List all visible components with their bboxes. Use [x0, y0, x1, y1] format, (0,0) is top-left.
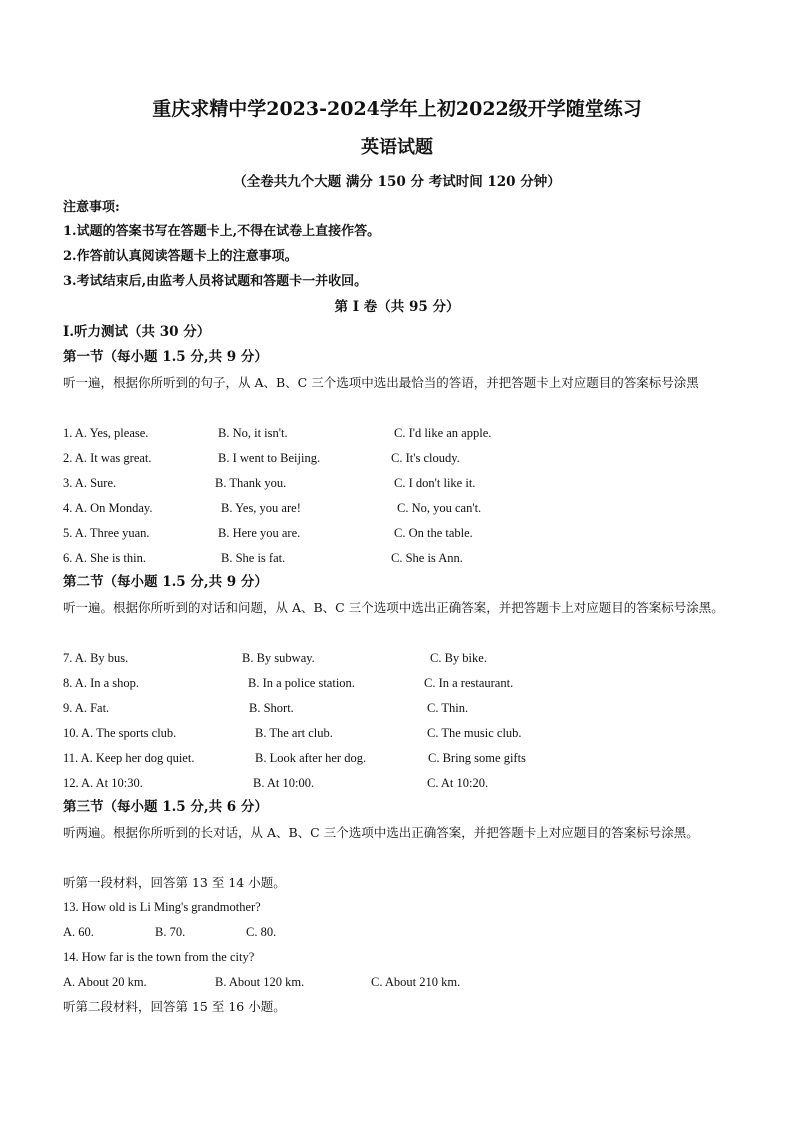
option-b: B. Thank you.	[215, 476, 287, 490]
section-instruction: 听一遍，根据你所听到的句子，从 A、B、C 三个选项中选出最恰当的答语，并把答题卡上对应题目的答案标号涂黑	[63, 375, 699, 390]
notice-item: 1.试题的答案书写在答题卡上,不得在试卷上直接作答。	[63, 224, 381, 239]
option-c: C. Bring some gifts	[428, 751, 526, 765]
option-b: B. Yes, you are!	[221, 501, 301, 515]
option-a: 5. A. Three yuan.	[63, 526, 150, 540]
option-c: C. In a restaurant.	[424, 676, 514, 690]
section-title: 第一节（每小题 1.5 分,共 9 分）	[63, 349, 268, 365]
question-text: 14. How far is the town from the city?	[63, 950, 255, 964]
exam-title: 重庆求精中学2023-2024学年上初2022级开学随堂练习	[152, 98, 642, 120]
option-c: C. 80.	[246, 925, 277, 939]
option-b: B. The art club.	[255, 726, 333, 740]
option-a: A. About 20 km.	[63, 975, 147, 989]
section-instruction: 听两遍。根据你所听到的长对话，从 A、B、C 三个选项中选出正确答案，并把答题卡上对应题目的答案标号涂黑。	[63, 825, 699, 840]
section-title: 第二节（每小题 1.5 分,共 9 分）	[63, 574, 268, 590]
volume-heading: 第 I 卷（共 95 分）	[334, 299, 460, 315]
option-c: C. Thin.	[427, 701, 469, 715]
option-a: 4. A. On Monday.	[63, 501, 153, 515]
subject-title: 英语试题	[361, 137, 433, 158]
option-a: 8. A. In a shop.	[63, 676, 140, 690]
option-c: C. No, you can't.	[397, 501, 482, 515]
option-b: B. Here you are.	[218, 526, 301, 540]
option-a: 10. A. The sports club.	[63, 726, 177, 740]
option-c: C. On the table.	[394, 526, 473, 540]
option-b: B. Look after her dog.	[255, 751, 367, 765]
section-instruction: 听一遍。根据你所听到的对话和问题，从 A、B、C 三个选项中选出正确答案，并把答题卡上对应题目的答案标号涂黑。	[63, 600, 724, 615]
option-c: C. About 210 km.	[371, 975, 461, 989]
notice-item: 3.考试结束后,由监考人员将试题和答题卡一并收回。	[63, 274, 368, 289]
notice-heading: 注意事项:	[63, 200, 120, 215]
option-c: C. It's cloudy.	[391, 451, 460, 465]
option-b: B. About 120 km.	[215, 975, 305, 989]
option-a: A. 60.	[63, 925, 94, 939]
option-a: 9. A. Fat.	[63, 701, 110, 715]
option-b: B. At 10:00.	[253, 776, 315, 790]
option-b: B. In a police station.	[248, 676, 355, 690]
question-text: 13. How old is Li Ming's grandmother?	[63, 900, 261, 914]
option-a: 1. A. Yes, please.	[63, 426, 149, 440]
option-a: 3. A. Sure.	[63, 476, 117, 490]
section-title: 第三节（每小题 1.5 分,共 6 分）	[63, 799, 268, 815]
option-b: B. I went to Beijing.	[218, 451, 321, 465]
option-c: C. She is Ann.	[391, 551, 463, 565]
option-c: C. The music club.	[427, 726, 522, 740]
option-b: B. She is fat.	[221, 551, 286, 565]
part-title: I.听力测试（共 30 分）	[63, 324, 211, 340]
notice-item: 2.作答前认真阅读答题卡上的注意事项。	[63, 249, 298, 264]
material-instruction: 听第一段材料，回答第 13 至 14 小题。	[63, 875, 286, 890]
material-instruction: 听第二段材料，回答第 15 至 16 小题。	[63, 999, 286, 1014]
option-a: 12. A. At 10:30.	[63, 776, 143, 790]
option-b: B. 70.	[155, 925, 186, 939]
exam-info: （全卷共九个大题 满分 150 分 考试时间 120 分钟）	[233, 174, 561, 190]
option-c: C. By bike.	[430, 651, 487, 665]
option-b: B. By subway.	[242, 651, 315, 665]
option-c: C. I don't like it.	[394, 476, 476, 490]
option-b: B. Short.	[249, 701, 294, 715]
option-c: C. I'd like an apple.	[394, 426, 492, 440]
option-a: 11. A. Keep her dog quiet.	[63, 751, 195, 765]
option-a: 2. A. It was great.	[63, 451, 152, 465]
option-b: B. No, it isn't.	[218, 426, 288, 440]
option-c: C. At 10:20.	[427, 776, 489, 790]
option-a: 6. A. She is thin.	[63, 551, 146, 565]
option-a: 7. A. By bus.	[63, 651, 129, 665]
